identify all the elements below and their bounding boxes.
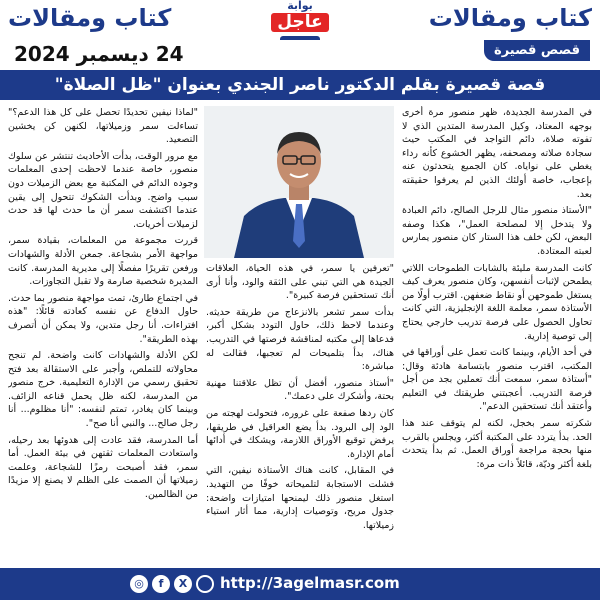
author-portrait-illustration bbox=[204, 106, 394, 258]
article-column-middle bbox=[206, 262, 394, 556]
paragraph: في أحد الأيام، وبينما كانت تعمل على أوراقها في المكتب، اقترب منصور بابتسامة هادئة وقال: "أستاذة سمر، سمعت أنك تعملين بجد من أجل فرصة التدريب. أعجبتني طريقتك في التعليم وأعتقد أنك تستحقين الدعم". bbox=[402, 347, 592, 413]
paragraph: "الأستاذ منصور مثال للرجل الصالح، دائم العبادة ولا يتدخل إلا لمصلحة العمل"، هكذا وصفه البعض، لكن خلف هذا الستار كان منصور يمارس لعبته المعتادة. bbox=[402, 205, 592, 257]
author-photo bbox=[204, 106, 394, 258]
paragraph: لكن الأدلة والشهادات كانت واضحة. لم تنجح محاولاته للتملص، وأجبر على الاستقالة بعد فتح تحقيق رسمي من الإدارة التعليمية. خرج منصور من المدرسة، لكنه ظل يحمل قناعه الزائف. وبينما كان يغادر، تمتم لنفسه: "أنا مظلوم... أنا رجل صالح... والنبي أنا صح". bbox=[8, 350, 198, 430]
publish-date: 24 ديسمبر 2024 bbox=[14, 42, 184, 66]
paragraph: في اجتماع طارئ، تمت مواجهة منصور بما حدث. حاول الدفاع عن نفسه كعادته قائلًا: "هذه افتراءات. أنا رجل متدين، ولا يمكن أن أتصرف بهذه الطريقة". bbox=[8, 292, 198, 345]
logo-red-badge: عاجل bbox=[271, 13, 328, 32]
website-url-link[interactable]: http://3agelmasr.com bbox=[220, 574, 400, 592]
facebook-icon[interactable]: f bbox=[152, 575, 170, 593]
paragraph: بدأت سمر تشعر بالانزعاج من طريقة حديثه. وعندما لاحظ ذلك، حاول التودد بشكل أكبر، فدعاها إلى مكتبه لمناقشة فرصتها في التدريب. هناك، بدأ بتلميحات لم تعجبها، فقالت له مباشرة: bbox=[206, 306, 394, 373]
paragraph: كان ردها صفعة على غروره، فتحولت لهجته من الود إلى البرود. بدأ يضع العراقيل في طريقها، يرفض توقيع الأوراق اللازمة، ويشكك في أدائها أمام الإدارة. bbox=[206, 407, 394, 460]
header-section-title-right: كتاب ومقالات bbox=[428, 4, 592, 32]
paragraph: شكرته سمر بخجل، لكنه لم يتوقف عند هذا الحد. بدأ يتردد على المكتبة أكثر، ويجلس بالقرب منها بحجة مراجعة أوراق العمل. ثم بدأ يتحدث بلغة أكثر وديّة، قائلاً ذات مرة: bbox=[402, 418, 592, 470]
paragraph: "أستاذ منصور، أفضل أن تظل علاقتنا مهنية بحتة، وأشكرك على دعمك". bbox=[206, 377, 394, 403]
paragraph: "لماذا نيفين تحديدًا تحصل على كل هذا الدعم؟" تساءلت سمر وزميلاتها، لكنهن كن يخشين التصعيد. bbox=[8, 107, 198, 146]
paragraph: مع مرور الوقت، بدأت الأحاديث تنتشر عن سلوك منصور، خاصة عندما لاحظت إحدى المعلمات وجوده الدائم في المكتبة مع بعض الزميلات دون سبب واضح. وبدأت الشكوك تتحول إلى يقين عندما اكتشفت سمر أن ما حدث لها قد حدث لزميلات أخريات. bbox=[8, 150, 198, 230]
article-title: قصة قصيرة بقلم الدكتور ناصر الجندي بعنوان "ظل الصلاة" bbox=[0, 70, 600, 100]
globe-icon bbox=[196, 575, 214, 593]
paragraph: أما المدرسة، فقد عادت إلى هدوئها بعد رحيله، واستعادت المعلمات ثقتهن في بيئة العمل. أما سمر، فقد أصبحت رمزًا للشجاعة، وعلمت زميلاتها أن الصمت على الظلم لا يصنع إلا مزيدًا من الظالمين. bbox=[8, 434, 198, 501]
paragraph: "تعرفين يا سمر، في هذه الحياة، العلاقات الجيدة هي التي تبني على الثقة والود، وأنا أرى أنك تستحقين فرصة كبيرة". bbox=[206, 263, 394, 302]
paragraph: كانت المدرسة مليئة بالشابات الطموحات اللاتي يطمحن لإثبات أنفسهن، وكان منصور يعرف كيف يستغل طموحهن أو نقاط ضعفهن. اقترب أولًا من الأستاذة سمر، معلمة اللغة الإنجليزية، التي كانت تحاول الحصول على فرصة تدريب خارجي يحتاج إلى توصية إدارية. bbox=[402, 262, 592, 342]
header-section-title-left: كتاب ومقالات bbox=[8, 4, 172, 32]
section-tab[interactable]: قصص قصيرة bbox=[484, 40, 590, 61]
article-column-left bbox=[8, 106, 198, 556]
article-column-right bbox=[402, 106, 592, 556]
x-icon[interactable]: X bbox=[174, 575, 192, 593]
logo-portal-text: بوابة bbox=[287, 0, 313, 12]
paragraph: في المدرسة الجديدة، ظهر منصور مرة أخرى بوجهه المعتاد، وكيل المدرسة المتدين الذي لا تفوته صلاة، دائم التواجد في المكتب حيث سجادة صلاته ومصحفه، يظهر الخشوع كأنه رداء يغطي على نواياه. كان الجميع يتحدثون عنه بإعجاب، خاصة أولئك الذين لم يعرفوا حقيقته بعد. bbox=[402, 107, 592, 200]
paragraph: قررت مجموعة من المعلمات، بقيادة سمر، مواجهة الأمر بشجاعة. جمعن الأدلة والشهادات ورفعن تقريرًا مفصلًا إلى مديرية المدرسة. كانت المديرة شخصية صارمة ولا تقبل التجاوزات. bbox=[8, 235, 198, 288]
paragraph: في المقابل، كانت هناك الأستاذة نيفين، التي فشلت الاستجابة لتلميحاته خوفًا من التهديد. استغل منصور ذلك ليمنحها امتيازات واضحة: جدول مريح، وتوصيات إدارية، مما أثار استياء زميلاتها. bbox=[206, 465, 394, 531]
instagram-icon[interactable]: ◎ bbox=[130, 575, 148, 593]
